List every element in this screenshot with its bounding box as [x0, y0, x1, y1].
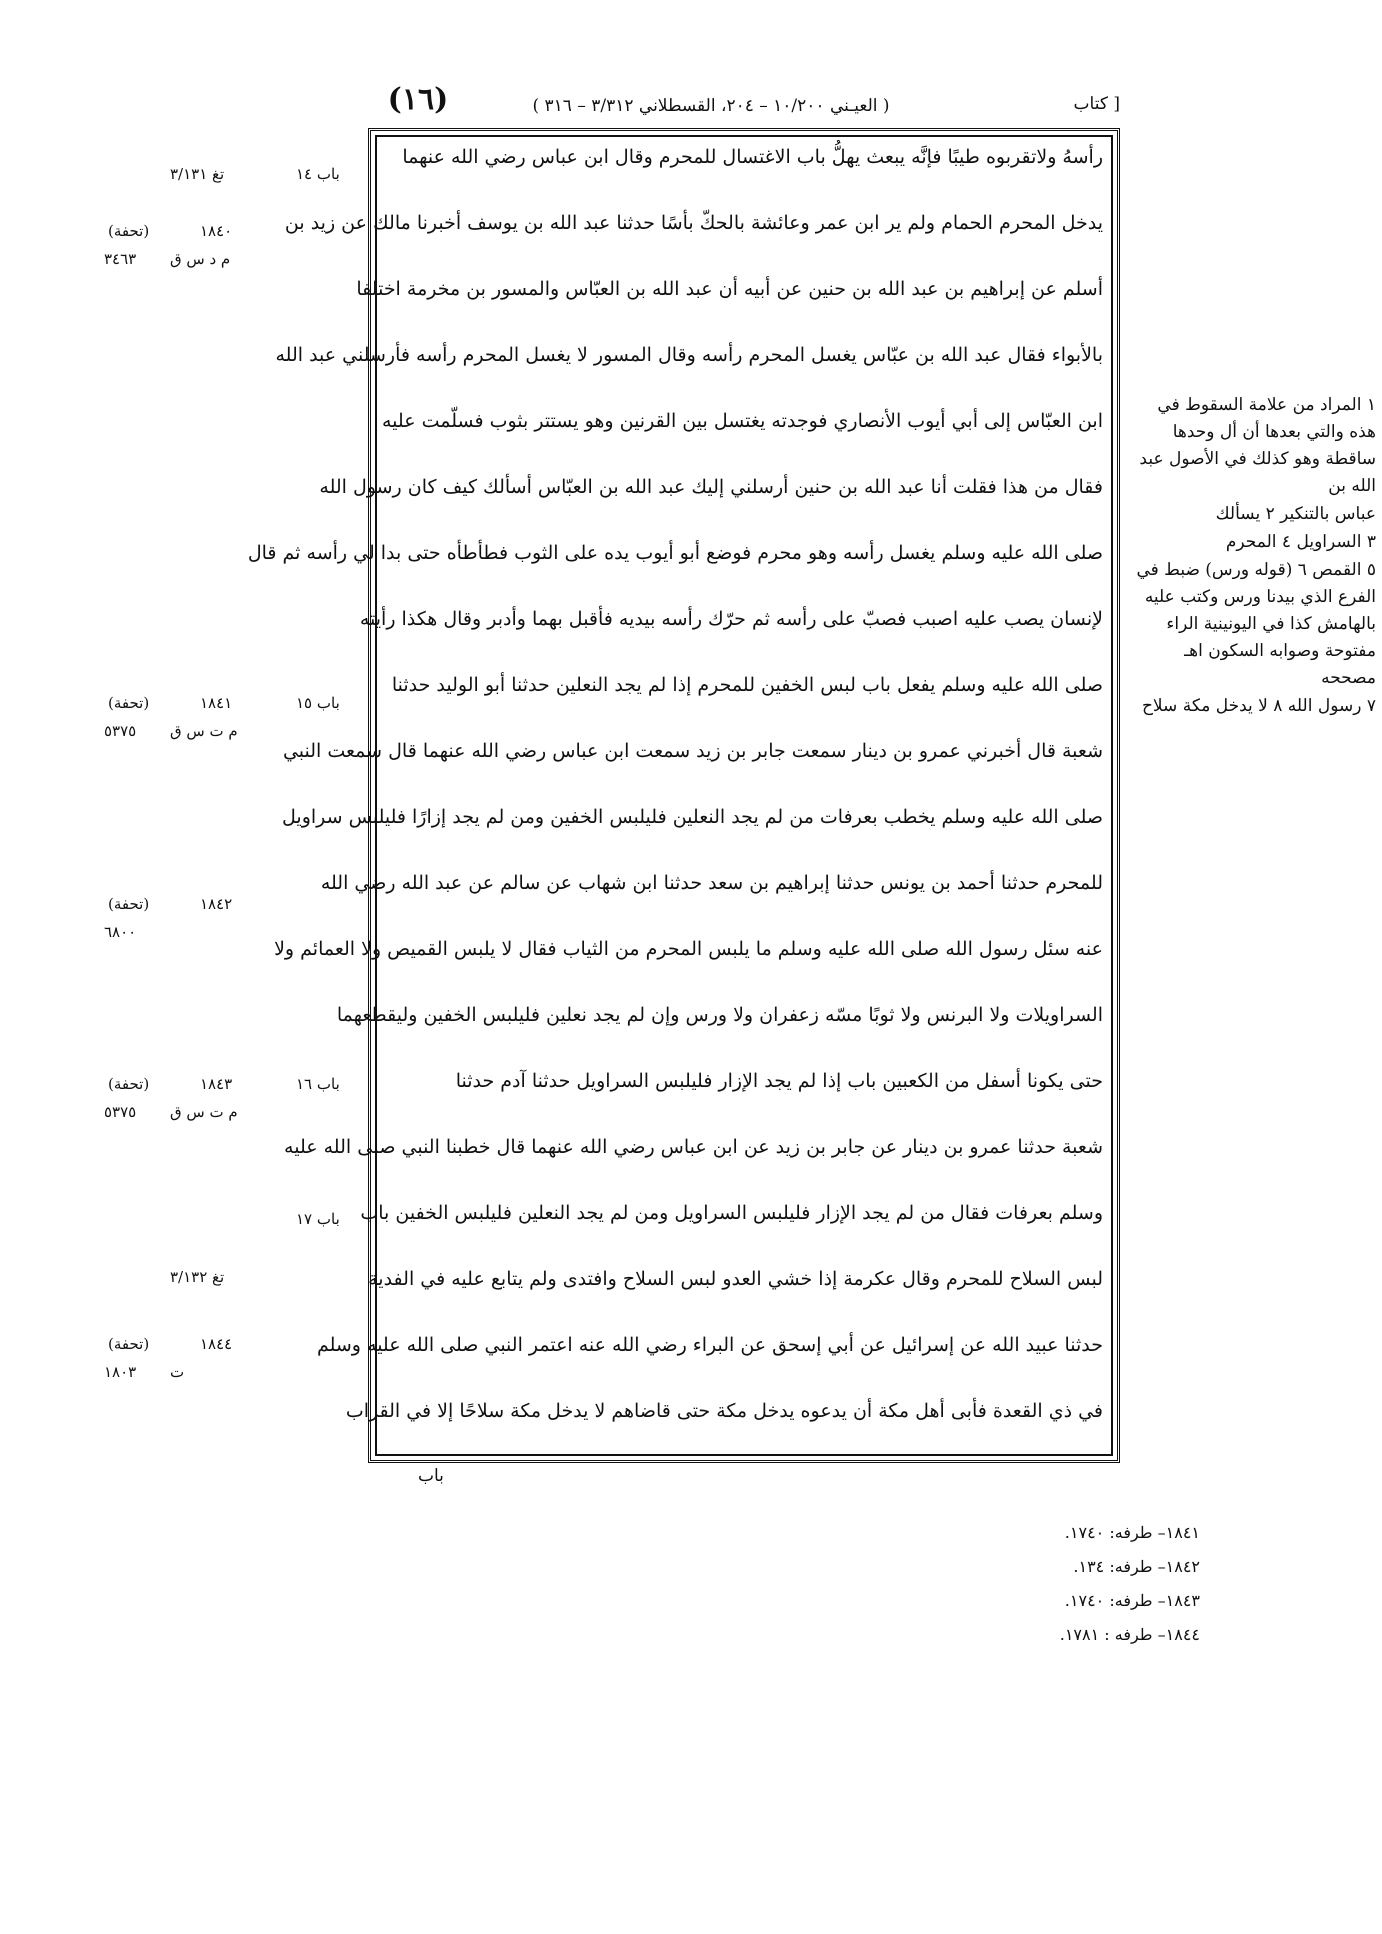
footnote: ١٨٤٢– طرفه: ١٣٤. [1073, 1557, 1200, 1576]
margin-ref-tuhfa: (تحفة) [108, 895, 150, 913]
page-number: (١٦) [387, 82, 449, 117]
footnotes [900, 1516, 1200, 1652]
text-line: صلى الله عليه وسلم يفعل باب لبس الخفين للمحرم إذا لم يجد النعلين حدثنا أبو الوليد حدثنا [391, 674, 1103, 696]
margin-ref-sigla: م ت س ق [170, 1103, 238, 1121]
side-note: ٧ رسول الله ٨ لا يدخل مكة سلاح [1141, 696, 1376, 716]
text-line: عنه سئل رسول الله صلى الله عليه وسلم ما يلبس المحرم من الثياب فقال لا يلبس القميص ولا العمائم ولا [274, 938, 1103, 960]
margin-ref-number: ١٨٤٢ [200, 895, 233, 913]
footnote: ١٨٤٤– طرفه : ١٧٨١. [1059, 1625, 1200, 1644]
catchword: باب [418, 1466, 444, 1486]
margin-ref-tuhfa-no: ٣٤٦٣ [104, 250, 137, 268]
book-label: [ كتاب [1073, 94, 1120, 114]
margin-ref-tuhfa: (تحفة) [108, 1335, 150, 1353]
text-line: بالأبواء فقال عبد الله بن عبّاس يغسل المحرم رأسه وقال المسور لا يغسل المحرم رأسه فأرسلني عبد الله [275, 344, 1103, 366]
text-line: في ذي القعدة فأبى أهل مكة أن يدعوه يدخل مكة حتى قاضاهم لا يدخل مكة سلاحًا إلا في القراب [345, 1400, 1103, 1422]
text-line: للمحرم حدثنا أحمد بن يونس حدثنا إبراهيم بن سعد حدثنا ابن شهاب عن سالم عن عبد الله رضي الله [320, 872, 1103, 894]
margin-ref-tuhfa-no: ٥٣٧٥ [104, 1103, 137, 1121]
margin-ref-tuhfa-no: ٦٨٠٠ [104, 923, 137, 941]
text-line: السراويلات ولا البرنس ولا ثوبًا مسّه زعفران ولا ورس وإن لم يجد نعلين فليلبس الخفين وليقطعهما [336, 1004, 1103, 1026]
margin-ref-tuhfa: (تحفة) [108, 694, 150, 712]
margin-ref-number: ١٨٤٤ [200, 1335, 233, 1353]
side-note: عباس بالتنكير ٢ يسألك [1215, 504, 1376, 524]
text-line: حتى يكونا أسفل من الكعبين باب إذا لم يجد الإزار فليلبس السراويل حدثنا آدم حدثنا [455, 1070, 1103, 1092]
text-line: أسلم عن إبراهيم بن عبد الله بن حنين عن أبيه أن عبد الله بن العبّاس والمسور بن مخرمة اختلفا [356, 278, 1103, 300]
margin-ref-chapter: باب ١٧ [296, 1210, 340, 1228]
margin-ref-number: ١٨٤١ [200, 694, 233, 712]
text-line: لبس السلاح للمحرم وقال عكرمة إذا خشي العدو لبس السلاح وافتدى ولم يتابع عليه في الفدية [368, 1268, 1103, 1290]
page-header [368, 82, 1120, 128]
margin-ref-sigla: م ت س ق [170, 722, 238, 740]
running-title: ( العيـني ١٠/٢٠٠ – ٢٠٤، القسطلاني ٣/٣١٢ – ٣١٦ ) [532, 96, 890, 116]
margin-ref-extra: تغ ٣/١٣٢ [170, 1268, 225, 1286]
text-line: حدثنا عبيد الله عن إسرائيل عن أبي إسحق عن البراء رضي الله عنه اعتمر النبي صلى الله عليه وسلم [316, 1334, 1103, 1356]
margin-ref-chapter: باب ١٥ [296, 694, 340, 712]
footnote: ١٨٤٣– طرفه: ١٧٤٠. [1064, 1591, 1200, 1610]
text-line: يدخل المحرم الحمام ولم ير ابن عمر وعائشة بالحكّ بأسًا حدثنا عبد الله بن يوسف أخبرنا مالك عن زيد بن [284, 212, 1103, 234]
margin-ref-tuhfa: (تحفة) [108, 222, 150, 240]
text-line: صلى الله عليه وسلم يخطب بعرفات من لم يجد النعلين فليلبس الخفين ومن لم يجد إزارًا فليلبس سراويل [282, 806, 1103, 828]
text-line: لإنسان يصب عليه اصبب فصبّ على رأسه ثم حرّك رأسه بيديه فأقبل بهما وأدبر وقال هكذا رأيته [359, 608, 1103, 630]
margin-ref-tuhfa: (تحفة) [108, 1075, 150, 1093]
text-line: صلى الله عليه وسلم يغسل رأسه وهو محرم فوضع أبو أيوب يده على الثوب فطأطأه حتى بدا لي رأسه ثم قال [247, 542, 1103, 564]
side-notes [1130, 392, 1376, 721]
footnote: ١٨٤١– طرفه: ١٧٤٠. [1064, 1523, 1200, 1542]
margin-ref-chapter: باب ١٦ [296, 1075, 340, 1093]
side-note: ٥ القمص ٦ (قوله ورس) ضبط في الفرع الذي بيدنا ورس وكتب عليه بالهامش كذا في اليونينية الراء مفتوحة وصوابه السكون اهـ مصححه [1136, 560, 1376, 688]
margin-ref-number: ١٨٤٠ [200, 222, 233, 240]
margin-ref-tuhfa-no: ٥٣٧٥ [104, 722, 137, 740]
text-line: رأسهُ ولاتقربوه طيبًا فإنَّه يبعث يهلُّ باب الاغتسال للمحرم وقال ابن عباس رضي الله عنهما [402, 146, 1103, 168]
margin-ref-sigla: ت [170, 1363, 185, 1381]
text-line: وسلم بعرفات فقال من لم يجد الإزار فليلبس السراويل ومن لم يجد النعلين فليلبس الخفين باب [360, 1202, 1103, 1224]
margin-ref-chapter: باب ١٤ [296, 165, 340, 183]
margin-ref-tuhfa-no: ١٨٠٣ [104, 1363, 137, 1381]
margin-ref-number: ١٨٤٣ [200, 1075, 233, 1093]
text-line: فقال من هذا فقلت أنا عبد الله بن حنين أرسلني إليك عبد الله بن العبّاس أسألك كيف كان رسول الله [319, 476, 1103, 498]
side-note: ١ المراد من علامة السقوط في هذه والتي بعدها أن أل وحدها ساقطة وهو كذلك في الأصول عبد الله بن [1139, 395, 1376, 496]
margin-ref-sigla: م د س ق [170, 250, 231, 268]
text-line: شعبة قال أخبرني عمرو بن دينار سمعت جابر بن زيد سمعت ابن عباس رضي الله عنهما قال سمعت النبي [282, 740, 1103, 762]
side-note: ٣ السراويل ٤ المحرم [1225, 532, 1376, 552]
text-line: شعبة حدثنا عمرو بن دينار عن جابر بن زيد عن ابن عباس رضي الله عنهما قال خطبنا النبي صلى الله عليه [284, 1136, 1103, 1158]
margin-ref-extra: تغ ٣/١٣١ [170, 165, 225, 183]
text-line: ابن العبّاس إلى أبي أيوب الأنصاري فوجدته يغتسل بين القرنين وهو يستتر بثوب فسلّمت عليه [381, 410, 1103, 432]
